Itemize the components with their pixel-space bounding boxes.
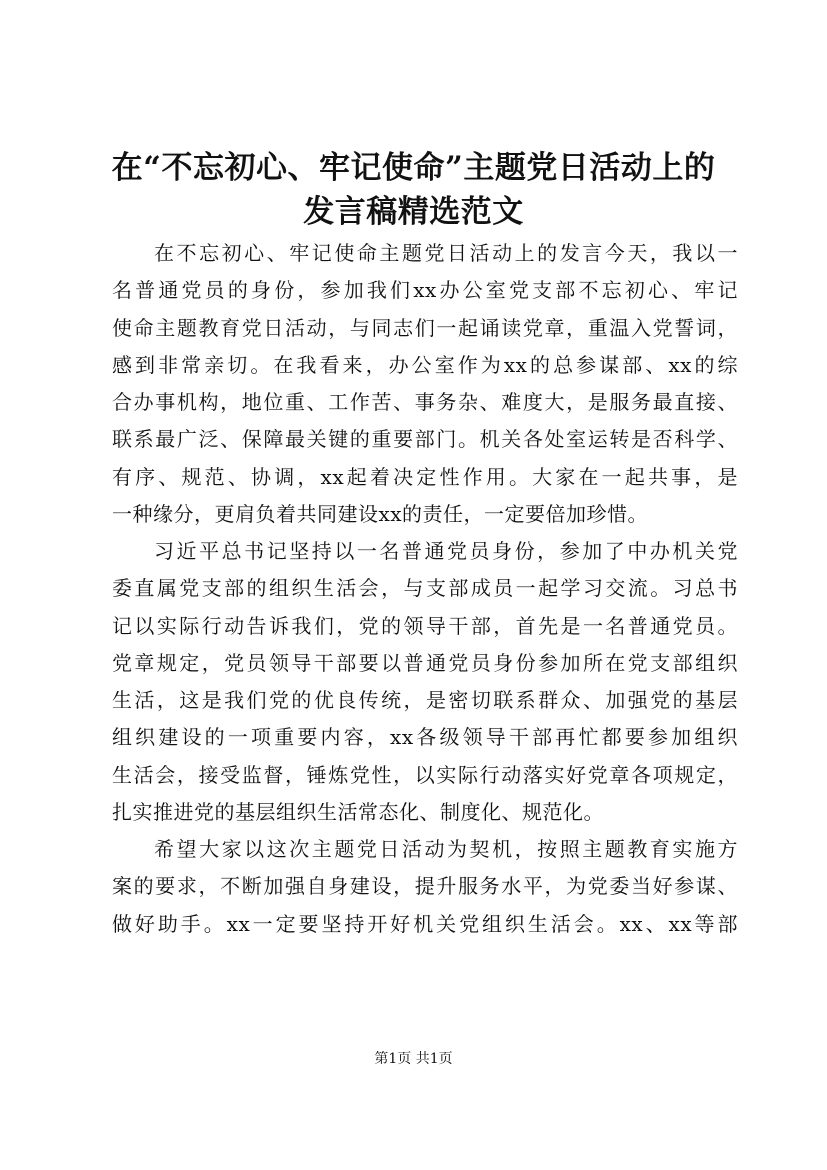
paragraph-line: 感到非常亲切。在我看来，办公室作为xx的总参谋部、xx的综 bbox=[112, 352, 738, 377]
paragraph-line: 在不忘初心、牢记使命主题党日活动上的发言今天，我以一 bbox=[154, 241, 738, 265]
title-line: 在“不忘初心、牢记使命”主题党日活动上的 bbox=[111, 150, 716, 186]
paragraph-line: 扎实推进党的基层组织生活常态化、制度化、规范化。 bbox=[112, 799, 604, 824]
paragraph-line: 做好助手。xx一定要坚持开好机关党组织生活会。xx、xx等部 bbox=[112, 911, 738, 936]
paragraph-line: 记以实际行动告诉我们，党的领导干部，首先是一名普通党员。 bbox=[112, 613, 738, 638]
paragraph bbox=[112, 831, 738, 943]
paragraph-line: 一种缘分，更肩负着共同建设xx的责任，一定要倍加珍惜。 bbox=[112, 501, 649, 526]
paragraph-line: 案的要求，不断加强自身建设，提升服务水平，为党委当好参谋、 bbox=[112, 874, 738, 899]
paragraph-line: 生活，这是我们党的优良传统，是密切联系群众、加强党的基层 bbox=[112, 688, 738, 712]
document-body bbox=[112, 235, 738, 943]
paragraph-line: 联系最广泛、保障最关键的重要部门。机关各处室运转是否科学、 bbox=[112, 427, 738, 452]
document-title bbox=[96, 146, 731, 234]
paragraph-line: 党章规定，党员领导干部要以普通党员身份参加所在党支部组织 bbox=[112, 650, 738, 675]
paragraph-line: 组织建设的一项重要内容，xx各级领导干部再忙都要参加组织 bbox=[112, 725, 738, 750]
title-line: 发言稿精选范文 bbox=[303, 194, 524, 230]
paragraph-line: 希望大家以这次主题党日活动为契机，按照主题教育实施方 bbox=[154, 837, 738, 861]
paragraph-line: 合办事机构，地位重、工作苦、事务杂、难度大，是服务最直接、 bbox=[112, 390, 738, 414]
paragraph-line: 有序、规范、协调，xx起着决定性作用。大家在一起共事，是 bbox=[112, 464, 738, 489]
paragraph-line: 委直属党支部的组织生活会，与支部成员一起学习交流。习总书 bbox=[112, 576, 738, 601]
page-footer: 第1页 共1页 bbox=[374, 1051, 453, 1067]
paragraph-line: 生活会，接受监督，锤炼党性，以实际行动落实好党章各项规定， bbox=[112, 762, 738, 787]
paragraph-line: 使命主题教育党日活动，与同志们一起诵读党章，重温入党誓词， bbox=[112, 315, 738, 340]
paragraph bbox=[112, 533, 738, 831]
paragraph bbox=[112, 235, 738, 533]
paragraph-line: 名普通党员的身份，参加我们xx办公室党支部不忘初心、牢记 bbox=[112, 278, 738, 303]
paragraph-line: 习近平总书记坚持以一名普通党员身份，参加了中办机关党 bbox=[154, 539, 738, 563]
